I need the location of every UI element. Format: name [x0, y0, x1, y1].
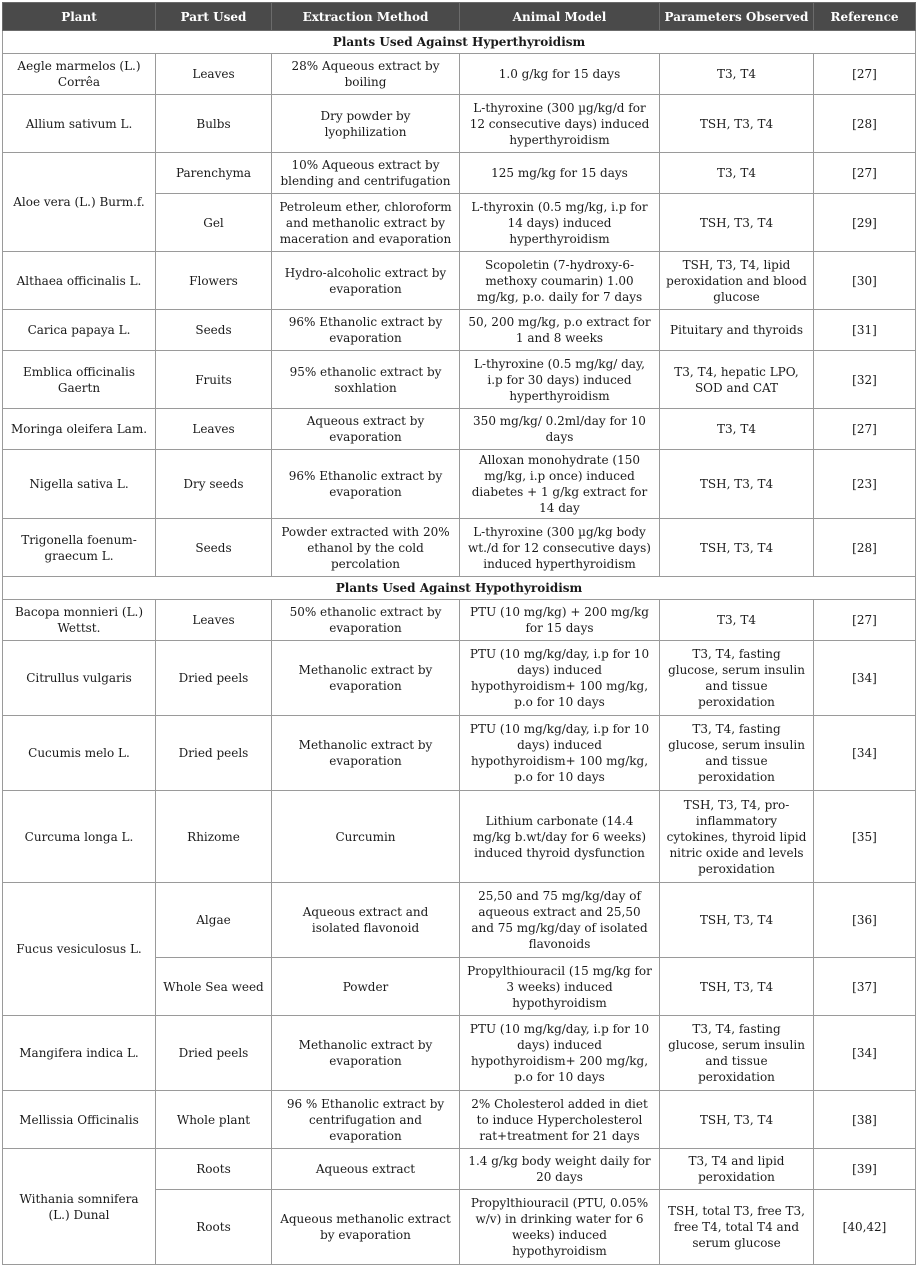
cell-animal-model: L-thyroxine (0.5 mg/kg/ day, i.p for 30 days) induced hyperthyroidism	[460, 351, 660, 409]
cell-extraction-method: Aqueous methanolic extract by evaporation	[272, 1190, 460, 1265]
header-reference: Reference	[814, 3, 916, 31]
table-row	[3, 95, 916, 153]
cell-animal-model: L-thyroxin (0.5 mg/kg, i.p for 14 days) induced hyperthyroidism	[460, 194, 660, 252]
cell-part-used: Seeds	[156, 310, 272, 351]
cell-part-used: Whole Sea weed	[156, 958, 272, 1016]
cell-plant: Mangifera indica L.	[3, 1016, 156, 1091]
cell-parameters-observed: TSH, total T3, free T3, free T4, total T4 and serum glucose	[660, 1190, 814, 1265]
cell-animal-model: PTU (10 mg/kg/day, i.p for 10 days) induced hypothyroidism+ 100 mg/kg, p.o for 10 days	[460, 641, 660, 716]
cell-reference: [35]	[814, 791, 916, 883]
cell-reference: [37]	[814, 958, 916, 1016]
cell-extraction-method: Curcumin	[272, 791, 460, 883]
cell-plant: Moringa oleifera Lam.	[3, 409, 156, 450]
cell-reference: [27]	[814, 153, 916, 194]
cell-parameters-observed: T3, T4, hepatic LPO, SOD and CAT	[660, 351, 814, 409]
cell-plant: Fucus vesiculosus L.	[3, 883, 156, 1016]
cell-parameters-observed: T3, T4	[660, 153, 814, 194]
header-animal-model: Animal Model	[460, 3, 660, 31]
cell-extraction-method: Aqueous extract and isolated flavonoid	[272, 883, 460, 958]
section-title: Plants Used Against Hypothyroidism	[3, 577, 916, 600]
cell-parameters-observed: TSH, T3, T4, lipid peroxidation and blood glucose	[660, 252, 814, 310]
cell-animal-model: Propylthiouracil (15 mg/kg for 3 weeks) induced hypothyroidism	[460, 958, 660, 1016]
header-parameters-observed: Parameters Observed	[660, 3, 814, 31]
table-row	[3, 716, 916, 791]
cell-parameters-observed: T3, T4, fasting glucose, serum insulin and tissue peroxidation	[660, 641, 814, 716]
section-row	[3, 577, 916, 600]
cell-parameters-observed: Pituitary and thyroids	[660, 310, 814, 351]
cell-extraction-method: 96% Ethanolic extract by evaporation	[272, 310, 460, 351]
cell-parameters-observed: T3, T4 and lipid peroxidation	[660, 1149, 814, 1190]
header-part-used: Part Used	[156, 3, 272, 31]
table-row	[3, 450, 916, 519]
cell-part-used: Dry seeds	[156, 450, 272, 519]
cell-plant: Citrullus vulgaris	[3, 641, 156, 716]
cell-plant: Aegle marmelos (L.) Corrêa	[3, 54, 156, 95]
cell-extraction-method: 28% Aqueous extract by boiling	[272, 54, 460, 95]
cell-reference: [39]	[814, 1149, 916, 1190]
table-row	[3, 519, 916, 577]
cell-extraction-method: Methanolic extract by evaporation	[272, 716, 460, 791]
cell-animal-model: 350 mg/kg/ 0.2ml/day for 10 days	[460, 409, 660, 450]
table-row	[3, 54, 916, 95]
cell-extraction-method: 96 % Ethanolic extract by centrifugation and evaporation	[272, 1091, 460, 1149]
cell-plant: Aloe vera (L.) Burm.f.	[3, 153, 156, 252]
cell-parameters-observed: TSH, T3, T4	[660, 958, 814, 1016]
cell-animal-model: 1.4 g/kg body weight daily for 20 days	[460, 1149, 660, 1190]
cell-reference: [27]	[814, 409, 916, 450]
cell-reference: [36]	[814, 883, 916, 958]
cell-plant: Althaea officinalis L.	[3, 252, 156, 310]
cell-plant: Nigella sativa L.	[3, 450, 156, 519]
cell-parameters-observed: T3, T4	[660, 600, 814, 641]
cell-plant: Withania somnifera (L.) Dunal	[3, 1149, 156, 1265]
table-row	[3, 791, 916, 883]
cell-part-used: Leaves	[156, 600, 272, 641]
cell-parameters-observed: TSH, T3, T4	[660, 450, 814, 519]
cell-extraction-method: Dry powder by lyophilization	[272, 95, 460, 153]
cell-part-used: Dried peels	[156, 716, 272, 791]
cell-extraction-method: Petroleum ether, chloroform and methanolic extract by maceration and evaporation	[272, 194, 460, 252]
cell-extraction-method: Powder extracted with 20% ethanol by the cold percolation	[272, 519, 460, 577]
cell-reference: [31]	[814, 310, 916, 351]
table-row	[3, 252, 916, 310]
cell-reference: [30]	[814, 252, 916, 310]
cell-plant: Emblica officinalis Gaertn	[3, 351, 156, 409]
cell-animal-model: L-thyroxine (300 µg/kg/d for 12 consecutive days) induced hyperthyroidism	[460, 95, 660, 153]
cell-reference: [29]	[814, 194, 916, 252]
cell-animal-model: 125 mg/kg for 15 days	[460, 153, 660, 194]
header-plant: Plant	[3, 3, 156, 31]
cell-part-used: Whole plant	[156, 1091, 272, 1149]
table-row	[3, 1016, 916, 1091]
cell-plant: Cucumis melo L.	[3, 716, 156, 791]
table-row	[3, 1149, 916, 1190]
cell-plant: Allium sativum L.	[3, 95, 156, 153]
cell-reference: [32]	[814, 351, 916, 409]
cell-plant: Mellissia Officinalis	[3, 1091, 156, 1149]
section-row	[3, 31, 916, 54]
cell-part-used: Dried peels	[156, 1016, 272, 1091]
table-row	[3, 600, 916, 641]
cell-parameters-observed: TSH, T3, T4	[660, 883, 814, 958]
table-row	[3, 153, 916, 194]
cell-animal-model: Lithium carbonate (14.4 mg/kg b.wt/day for 6 weeks) induced thyroid dysfunction	[460, 791, 660, 883]
cell-animal-model: L-thyroxine (300 µg/kg body wt./d for 12 consecutive days) induced hyperthyroidism	[460, 519, 660, 577]
cell-reference: [38]	[814, 1091, 916, 1149]
cell-reference: [28]	[814, 95, 916, 153]
cell-extraction-method: Aqueous extract by evaporation	[272, 409, 460, 450]
cell-part-used: Dried peels	[156, 641, 272, 716]
cell-reference: [34]	[814, 641, 916, 716]
cell-reference: [28]	[814, 519, 916, 577]
table-body	[3, 31, 916, 1265]
cell-part-used: Leaves	[156, 54, 272, 95]
cell-plant: Carica papaya L.	[3, 310, 156, 351]
cell-animal-model: PTU (10 mg/kg/day, i.p for 10 days) induced hypothyroidism+ 200 mg/kg, p.o for 10 days	[460, 1016, 660, 1091]
cell-part-used: Algae	[156, 883, 272, 958]
cell-extraction-method: Hydro-alcoholic extract by evaporation	[272, 252, 460, 310]
table-row	[3, 310, 916, 351]
cell-animal-model: PTU (10 mg/kg/day, i.p for 10 days) induced hypothyroidism+ 100 mg/kg, p.o for 10 days	[460, 716, 660, 791]
cell-extraction-method: 10% Aqueous extract by blending and centrifugation	[272, 153, 460, 194]
cell-extraction-method: Methanolic extract by evaporation	[272, 641, 460, 716]
cell-animal-model: Alloxan monohydrate (150 mg/kg, i.p once) induced diabetes + 1 g/kg extract for 14 day	[460, 450, 660, 519]
cell-part-used: Roots	[156, 1149, 272, 1190]
table-row	[3, 1091, 916, 1149]
cell-animal-model: 25,50 and 75 mg/kg/day of aqueous extract and 25,50 and 75 mg/kg/day of isolated flavonoids	[460, 883, 660, 958]
cell-animal-model: PTU (10 mg/kg) + 200 mg/kg for 15 days	[460, 600, 660, 641]
cell-extraction-method: Aqueous extract	[272, 1149, 460, 1190]
cell-part-used: Leaves	[156, 409, 272, 450]
section-title: Plants Used Against Hyperthyroidism	[3, 31, 916, 54]
cell-extraction-method: Powder	[272, 958, 460, 1016]
cell-parameters-observed: T3, T4, fasting glucose, serum insulin and tissue peroxidation	[660, 1016, 814, 1091]
plants-thyroid-table	[2, 2, 916, 1265]
cell-animal-model: Scopoletin (7-hydroxy-6-methoxy coumarin) 1.00 mg/kg, p.o. daily for 7 days	[460, 252, 660, 310]
cell-extraction-method: 96% Ethanolic extract by evaporation	[272, 450, 460, 519]
header-row	[3, 3, 916, 31]
cell-reference: [34]	[814, 1016, 916, 1091]
cell-extraction-method: Methanolic extract by evaporation	[272, 1016, 460, 1091]
cell-reference: [27]	[814, 600, 916, 641]
table-row	[3, 351, 916, 409]
cell-part-used: Parenchyma	[156, 153, 272, 194]
cell-plant: Bacopa monnieri (L.) Wettst.	[3, 600, 156, 641]
cell-animal-model: 50, 200 mg/kg, p.o extract for 1 and 8 weeks	[460, 310, 660, 351]
cell-parameters-observed: TSH, T3, T4, pro-inflammatory cytokines, thyroid lipid nitric oxide and levels peroxidation	[660, 791, 814, 883]
cell-extraction-method: 50% ethanolic extract by evaporation	[272, 600, 460, 641]
table-row	[3, 883, 916, 958]
table-row	[3, 641, 916, 716]
cell-animal-model: 1.0 g/kg for 15 days	[460, 54, 660, 95]
cell-reference: [23]	[814, 450, 916, 519]
cell-extraction-method: 95% ethanolic extract by soxhlation	[272, 351, 460, 409]
cell-part-used: Rhizome	[156, 791, 272, 883]
cell-parameters-observed: T3, T4	[660, 54, 814, 95]
cell-part-used: Gel	[156, 194, 272, 252]
cell-parameters-observed: TSH, T3, T4	[660, 1091, 814, 1149]
header-extraction-method: Extraction Method	[272, 3, 460, 31]
cell-reference: [34]	[814, 716, 916, 791]
cell-part-used: Flowers	[156, 252, 272, 310]
table-row	[3, 409, 916, 450]
cell-parameters-observed: TSH, T3, T4	[660, 194, 814, 252]
cell-plant: Trigonella foenum-graecum L.	[3, 519, 156, 577]
cell-reference: [27]	[814, 54, 916, 95]
cell-plant: Curcuma longa L.	[3, 791, 156, 883]
cell-part-used: Bulbs	[156, 95, 272, 153]
cell-animal-model: 2% Cholesterol added in diet to induce Hypercholesterol rat+treatment for 21 days	[460, 1091, 660, 1149]
cell-part-used: Roots	[156, 1190, 272, 1265]
cell-part-used: Seeds	[156, 519, 272, 577]
cell-parameters-observed: TSH, T3, T4	[660, 95, 814, 153]
cell-part-used: Fruits	[156, 351, 272, 409]
cell-parameters-observed: TSH, T3, T4	[660, 519, 814, 577]
cell-animal-model: Propylthiouracil (PTU, 0.05% w/v) in drinking water for 6 weeks) induced hypothyroidism	[460, 1190, 660, 1265]
cell-parameters-observed: T3, T4	[660, 409, 814, 450]
cell-parameters-observed: T3, T4, fasting glucose, serum insulin and tissue peroxidation	[660, 716, 814, 791]
cell-reference: [40,42]	[814, 1190, 916, 1265]
